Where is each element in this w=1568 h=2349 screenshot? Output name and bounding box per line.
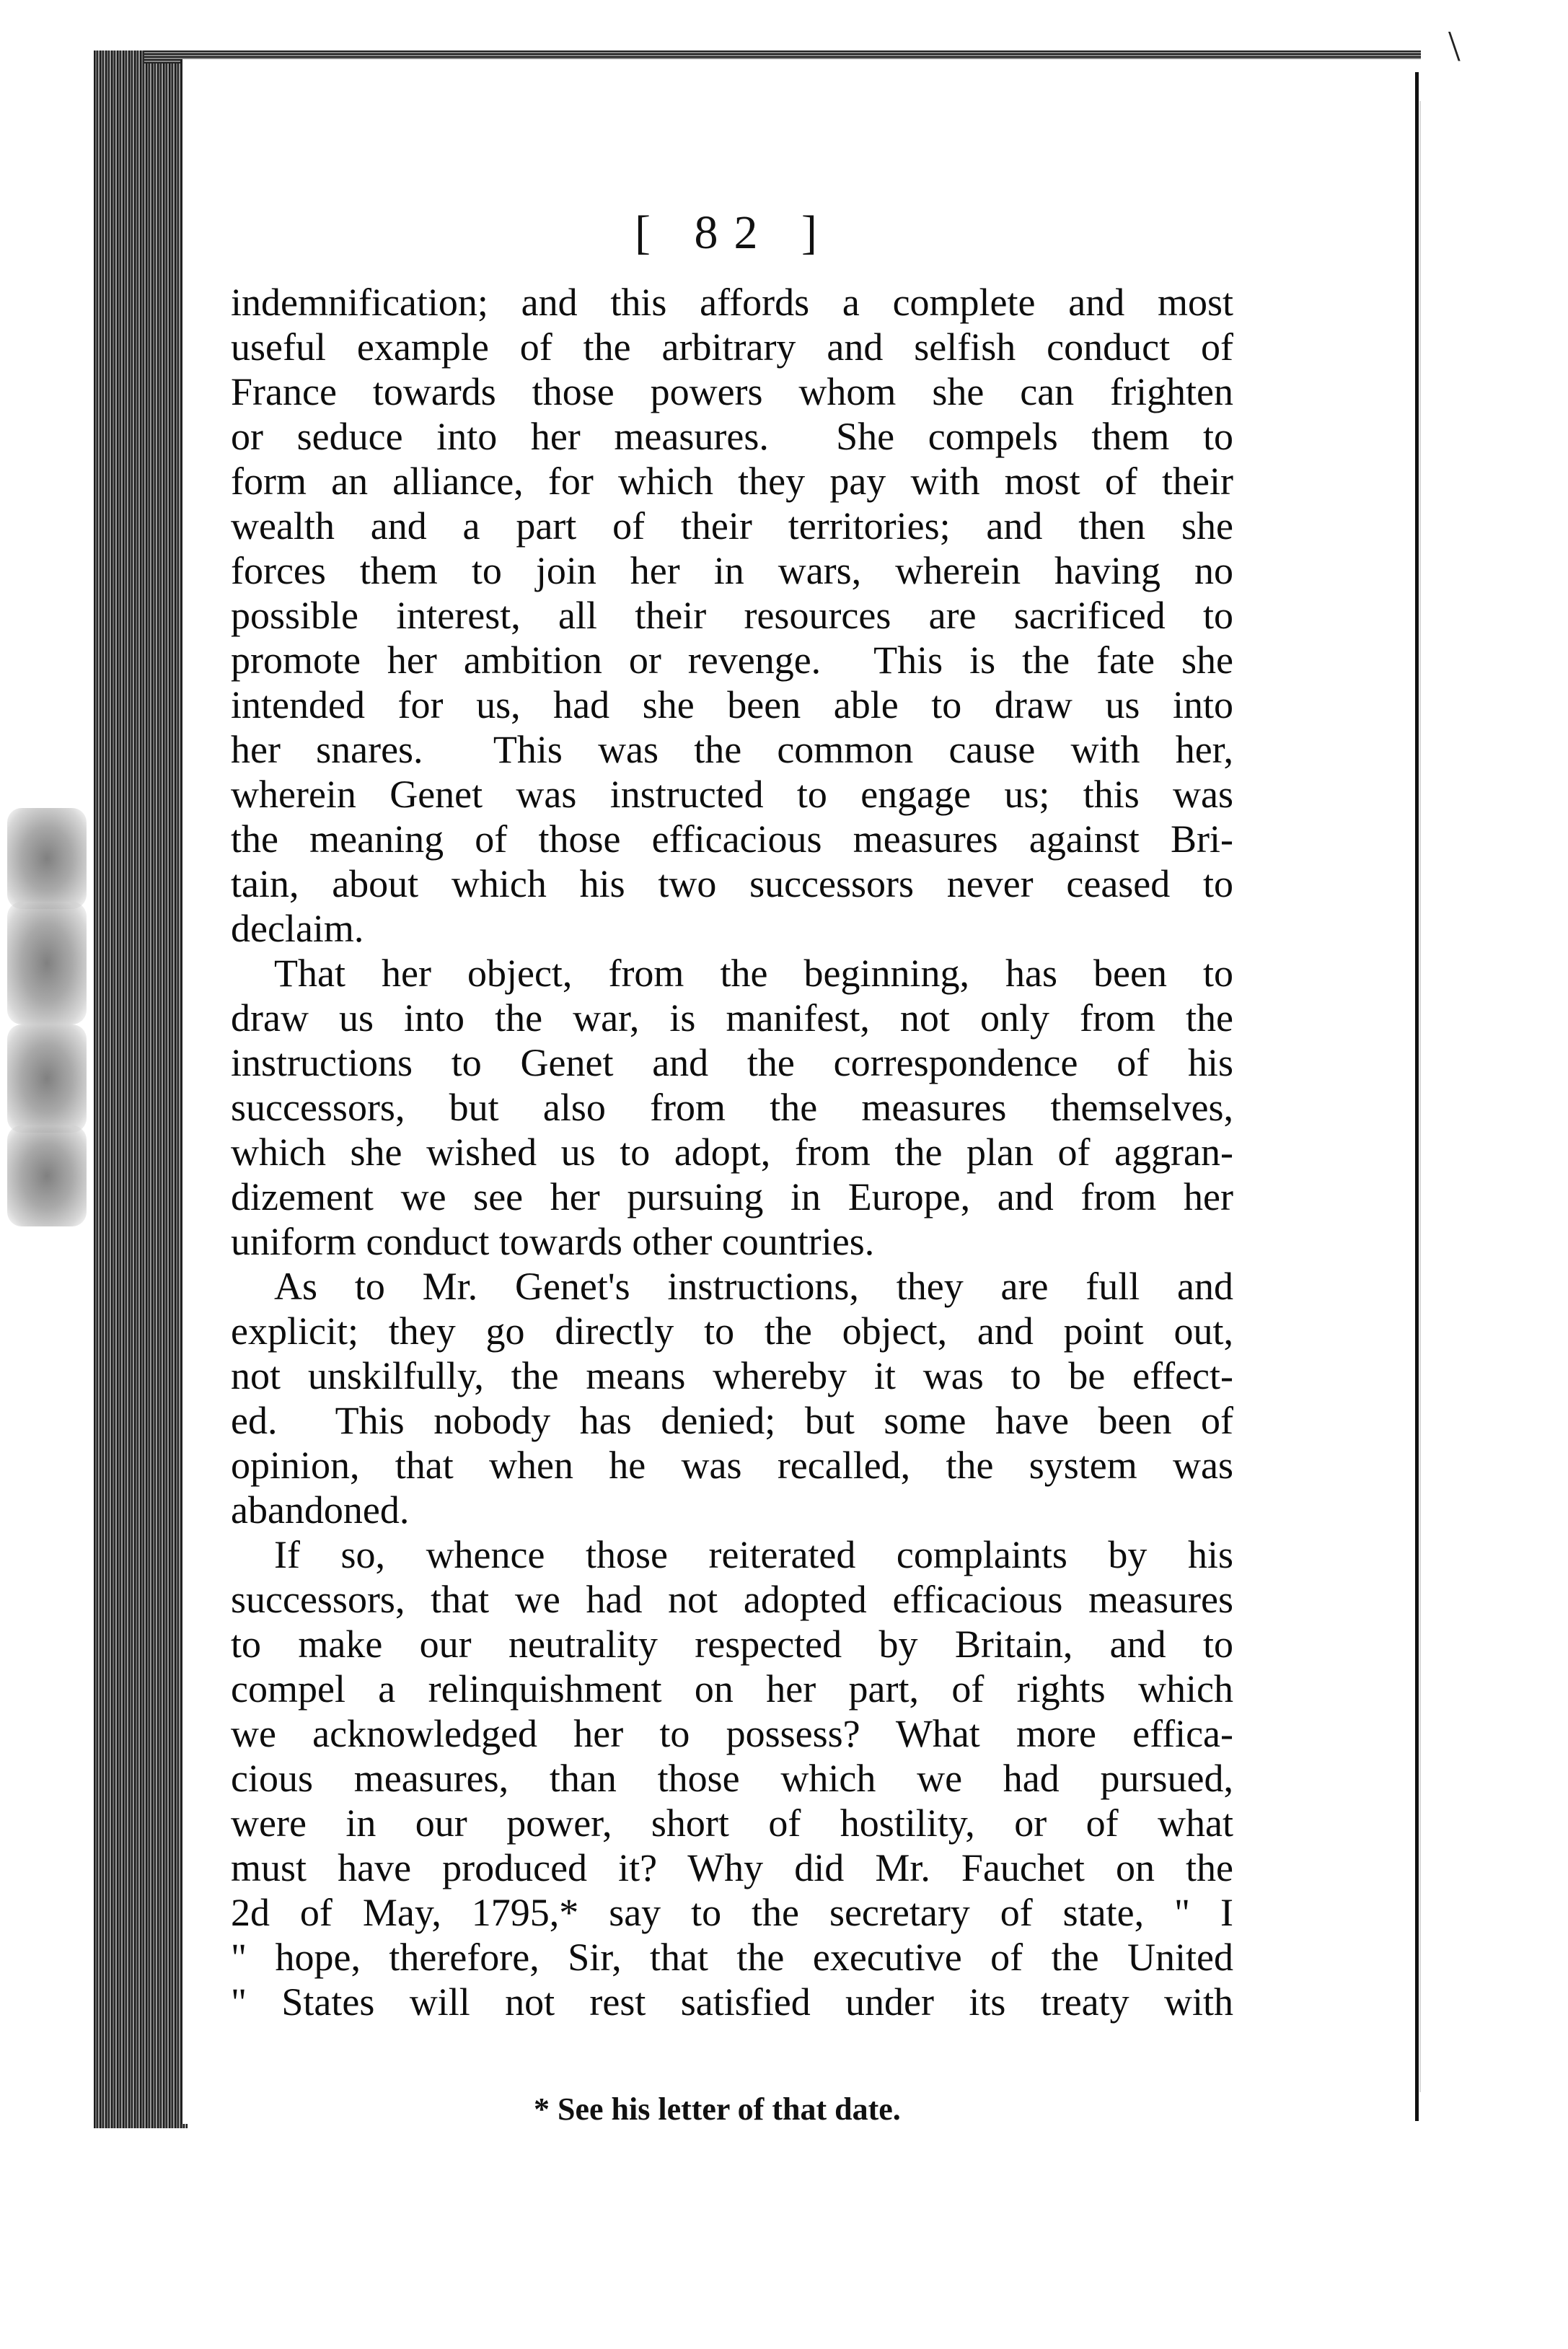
text-line: useful example of the arbitrary and selfish conduct of [231, 325, 1233, 369]
text-line: " States will not rest satisfied under its treaty with [231, 1980, 1233, 2024]
binding-stain [7, 808, 87, 909]
text-line: the meaning of those efficacious measures against Bri- [231, 817, 1233, 861]
text-line: As to Mr. Genet's instructions, they are full and [274, 1265, 1233, 1308]
text-line: form an alliance, for which they pay with most of their [231, 460, 1233, 503]
text-line: intended for us, had she been able to draw us into [231, 683, 1233, 726]
text-line: opinion, that when he was recalled, the system was [231, 1444, 1233, 1487]
text-line: her snares. This was the common cause with her, [231, 728, 1233, 771]
binding-stain [7, 902, 87, 1024]
text-line: " hope, therefore, Sir, that the executive of the United [231, 1936, 1233, 1979]
text-line: which she wished us to adopt, from the plan of aggran- [231, 1130, 1233, 1174]
text-line: uniform conduct towards other countries. [231, 1220, 875, 1263]
text-line: wherein Genet was instructed to engage us; this was [231, 773, 1233, 816]
text-line: indemnification; and this affords a complete and most [231, 281, 1233, 324]
text-line: If so, whence those reiterated complaints by his [274, 1533, 1233, 1576]
text-line: That her object, from the beginning, has been to [274, 952, 1233, 995]
text-line: cious measures, than those which we had pursued, [231, 1757, 1233, 1800]
text-line: to make our neutrality respected by Britain, and to [231, 1623, 1233, 1666]
text-line: explicit; they go directly to the object, and point out, [231, 1309, 1233, 1353]
text-line: ed. This nobody has denied; but some have been of [231, 1399, 1233, 1442]
text-line: not unskilfully, the means whereby it was to be effect- [231, 1354, 1233, 1397]
footnote: * See his letter of that date. [534, 2091, 901, 2127]
text-line: draw us into the war, is manifest, not only from the [231, 996, 1233, 1040]
body-text [231, 280, 1233, 2024]
text-line: declaim. [231, 907, 364, 950]
text-line: possible interest, all their resources are sacrificed to [231, 594, 1233, 637]
binding-stain [7, 1024, 87, 1133]
text-line: were in our power, short of hostility, or of what [231, 1801, 1233, 1845]
text-line: must have produced it? Why did Mr. Fauchet on the [231, 1846, 1233, 1889]
text-line: 2d of May, 1795,* say to the secretary of state, " I [231, 1891, 1233, 1934]
text-line: instructions to Genet and the correspondence of his [231, 1041, 1233, 1084]
corner-mark: \ [1448, 22, 1461, 70]
text-line: successors, that we had not adopted efficacious measures [231, 1578, 1233, 1621]
spine-divider [1415, 72, 1419, 2121]
text-line: compel a relinquishment on her part, of rights which [231, 1667, 1233, 1711]
binding-stain [7, 1125, 87, 1226]
text-line: forces them to join her in wars, wherein having no [231, 549, 1233, 592]
text-line: France towards those powers whom she can frighten [231, 370, 1233, 413]
text-line: or seduce into her measures. She compels them to [231, 415, 1233, 458]
text-line: abandoned. [231, 1488, 410, 1532]
page-number: [ 82 ] [635, 206, 833, 259]
page-edge-stack [94, 51, 188, 2128]
text-line: dizement we see her pursuing in Europe, and from her [231, 1175, 1233, 1219]
text-line: promote her ambition or revenge. This is the fate she [231, 638, 1233, 682]
text-line: successors, but also from the measures themselves, [231, 1086, 1233, 1129]
text-line: tain, about which his two successors never ceased to [231, 862, 1233, 905]
text-line: we acknowledged her to possess? What more effica- [231, 1712, 1233, 1755]
facing-page [1419, 101, 1568, 2092]
text-line: wealth and a part of their territories; and then she [231, 504, 1233, 548]
